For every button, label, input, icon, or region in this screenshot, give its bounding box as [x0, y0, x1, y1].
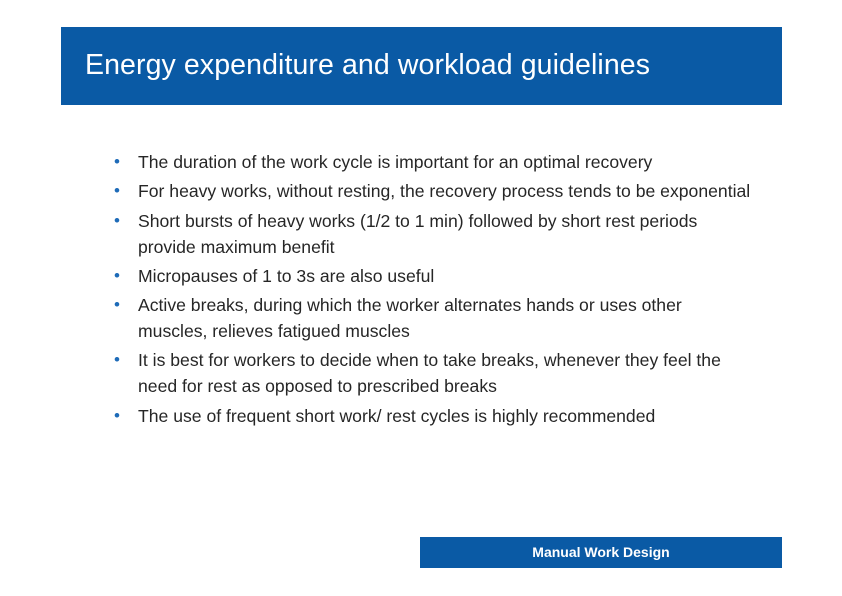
bullet-item — [114, 403, 754, 429]
bullet-marker: • — [114, 350, 120, 370]
bullet-marker: • — [114, 181, 120, 201]
bullet-marker: • — [114, 265, 120, 285]
footer-label: Manual Work Design — [532, 544, 670, 560]
bullet-item — [114, 178, 754, 204]
bullet-marker: • — [114, 295, 120, 315]
bullet-item — [114, 347, 754, 399]
bullet-text: Active breaks, during which the worker alternates hands or uses other muscles, relieves fatigued muscles — [138, 295, 682, 342]
bullet-marker: • — [114, 152, 120, 171]
bullet-text: Micropauses of 1 to 3s are also useful — [138, 265, 435, 286]
bullet-text: The use of frequent short work/ rest cycles is highly recommended — [138, 405, 656, 426]
bullet-marker: • — [114, 405, 120, 425]
bullet-text: It is best for workers to decide when to take breaks, whenever they feel the need for rest as opposed to prescribed breaks — [138, 350, 721, 397]
bullet-list — [114, 149, 754, 432]
title-banner — [61, 27, 782, 105]
slide-title: Energy expenditure and workload guidelines — [85, 49, 651, 81]
bullet-text: For heavy works, without resting, the recovery process tends to be exponential — [138, 181, 751, 202]
bullet-marker: • — [114, 210, 120, 230]
bullet-item — [114, 149, 754, 175]
footer-banner — [420, 537, 782, 568]
bullet-item — [114, 292, 754, 344]
bullet-item — [114, 263, 754, 289]
bullet-item — [114, 208, 754, 260]
bullet-text: Short bursts of heavy works (1/2 to 1 min) followed by short rest periods provide maximum benefit — [138, 210, 698, 257]
bullet-text: The duration of the work cycle is important for an optimal recovery — [138, 152, 653, 172]
